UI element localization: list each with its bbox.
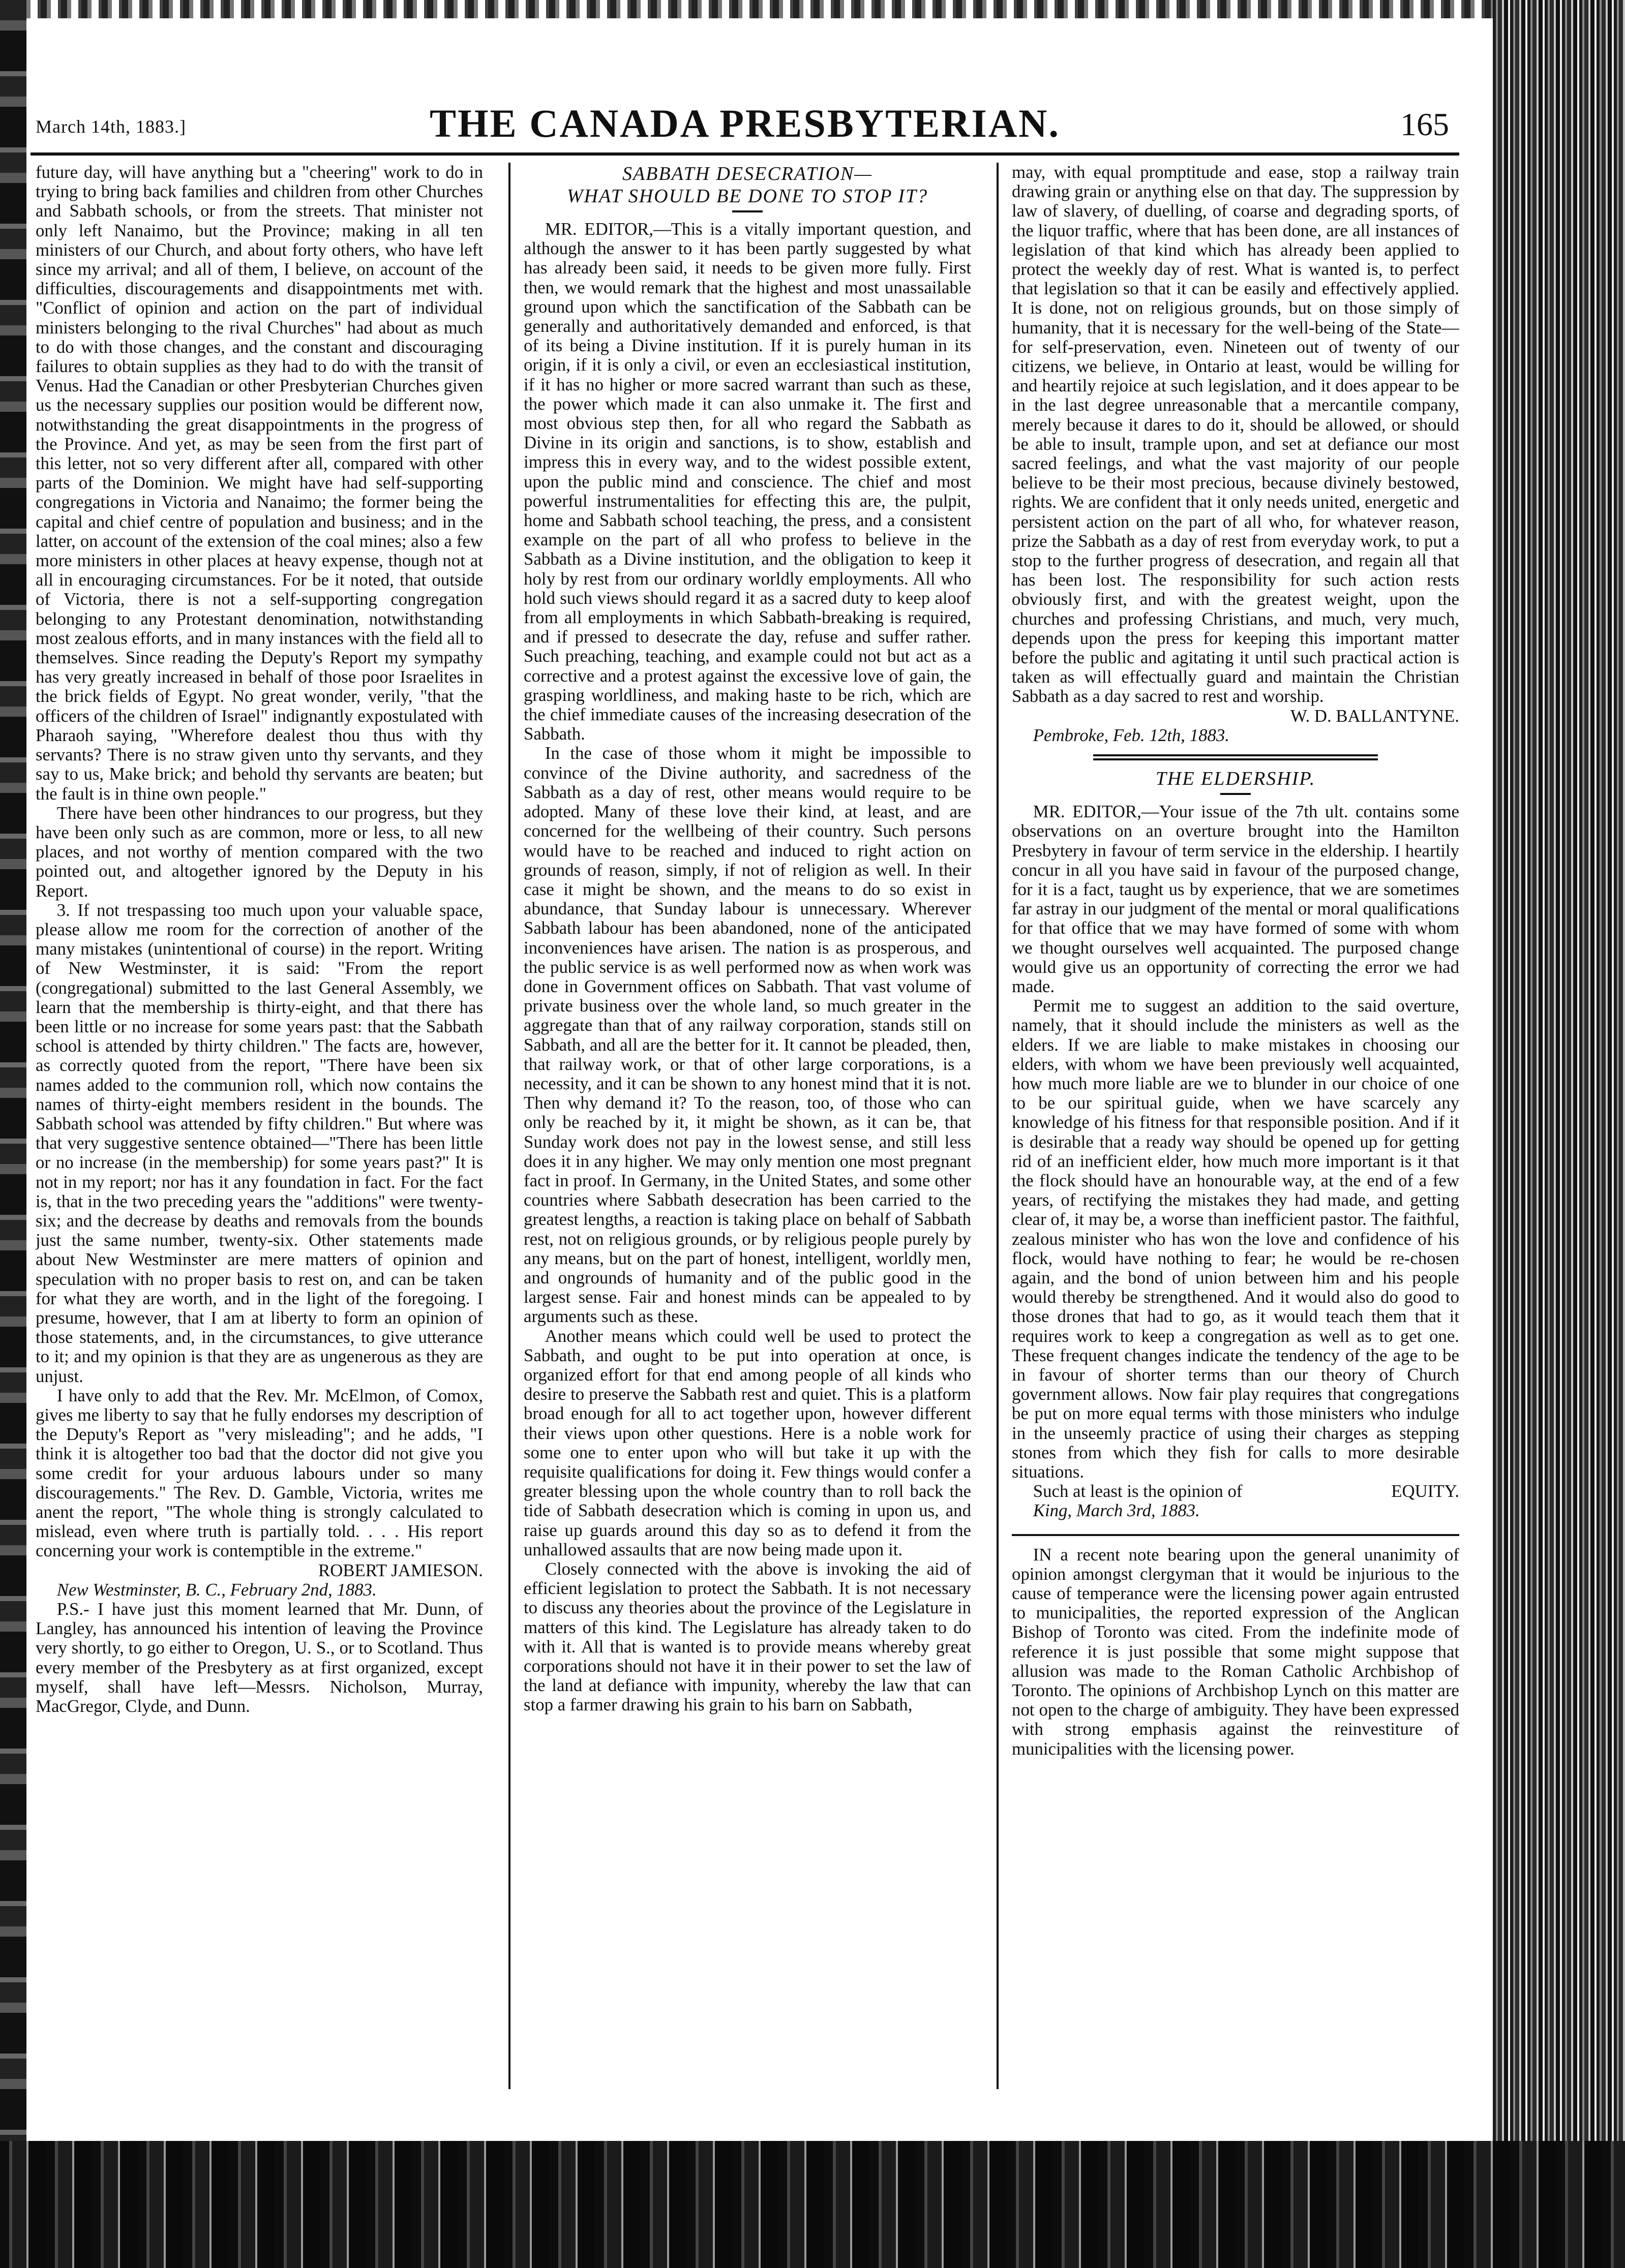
article-paragraph: In the case of those whom it might be impossible to convince of the Divine authority, and sacredness of the Sabbath as a day of rest, other means would require to be adopted. Many of these love their kind, at least, and are concerned for the wellbeing of their country. Such persons would have to be reached and induced to right action on grounds of reason, simply, if not of religion as well. In their case it might be shown, and the means to do so exist in abundance, that Sunday labour is unnecessary. Wherever Sabbath labour has been abandoned, none of the anticipated inconveniences have arisen. The nation is as prosperous, and the public service is as well performed now as when work was done in Government offices on Sabbath. That vast volume of private business over the whole land, so much greater in the aggregate than that of any railway corporation, stands still on Sabbath, and all are the better for it. It cannot be pleaded, then, that railway work, or that of other large corporations, is a necessity, and it can be shown to any honest mind that it is not. Then why demand it? To the reason, too, of those who can only be reached by it, it might be shown, as it can be, that Sunday work does not pay in the lowest sense, and still less does it in any higher. We may only mention one most pregnant fact in proof. In Germany, in the United States, and some other countries where Sabbath desecration has been carried to the greatest lengths, a reaction is taking place on behalf of Sabbath rest, not on religious grounds, or by religious people purely by any means, but on the part of honest, intelligent, worldly men, and ongrounds of humanity and of the public good in the largest sense. Fair and honest minds can be appealed to by arguments such as these. xyxy=(524,743,971,1327)
column-3 xyxy=(1012,163,1459,2125)
newspaper-page xyxy=(31,97,1459,2130)
headline-rule xyxy=(732,210,763,212)
dateline: Pembroke, Feb. 12th, 1883. xyxy=(1033,725,1229,745)
article-headline: THE ELDERSHIP. xyxy=(1155,768,1316,790)
masthead-title: THE CANADA PRESBYTERIAN. xyxy=(429,101,1061,145)
scan-edge-left xyxy=(0,0,26,2268)
headline-rule xyxy=(1220,793,1251,795)
author-signature: ROBERT JAMIESON. xyxy=(318,1560,483,1580)
article-paragraph: Permit me to suggest an addition to the said overture, namely, that it should include the ministers as well as the elders. If we are liable to make mistakes in choosing our elders, with whom we have been previously well acquainted, how much more liable are we to blunder in our choice of one to be our spiritual guide, when we have scarcely any knowledge of his fitness for that responsible position. And if it is desirable that a ready way should be opened up for getting rid of an inefficient elder, how much more important is it that the flock should have an honourable way, at the end of a few years, of rectifying the mistakes they had made, and getting clear of, it may be, a worse than inefficient pastor. The faithful, zealous minister who has won the love and confidence of his flock, would have nothing to fear; he would be re-chosen again, and the bond of union between him and his people would thereby be strengthened. And it would also do good to those drones that had to go, as it would teach them that it requires work to keep a congregation as well as to get one. These frequent changes indicate the tendency of the age to be in favour of shorter terms than our theory of Church government allows. Now fair play requires that congregations be put on more equal terms with those ministers who indulge in the unseemly practice of using their charges as stepping stones from which they fish for calls to more desirable situations. xyxy=(1012,996,1459,1482)
scan-edge-bottom xyxy=(0,2141,1625,2268)
column-rule xyxy=(997,163,999,2089)
article-paragraph: MR. EDITOR,—Your issue of the 7th ult. contains some observations on an overture brought into the Hamilton Presbytery in favour of term service in the eldership. I heartily concur in all you have said in favour of the purposed change, for it is a fact, taught us by experience, that we are sometimes far astray in our judgment of the mental or moral qualifications for that office that we may have formed of some with whom we thought ourselves well acquainted. The purposed change would give us an opportunity of correcting the error we had made. xyxy=(1012,802,1459,996)
article-paragraph: There have been other hindrances to our progress, but they have been only such as are common, more or less, to all new places, and not worthy of mention compared with the two pointed out, and altogether ignored by the Deputy in his Report. xyxy=(36,803,483,901)
article-paragraph: I have only to add that the Rev. Mr. McElmon, of Comox, gives me liberty to say that he fully endorses my description of the Deputy's Report as "very misleading"; and he adds, "I think it is altogether too bad that the doctor did not give you some credit for your arduous labours under so many discouragements." The Rev. D. Gamble, Victoria, writes me anent the report, "The whole thing is strongly calculated to mislead, even where truth is partially told. . . . His report concerning your work is contemptible in the extreme." xyxy=(36,1385,483,1561)
postscript: P.S.- I have just this moment learned that Mr. Dunn, of Langley, has announced his intention of leaving the Province very shortly, to go either to Oregon, U. S., or to Scotland. Thus every member of the Presbytery as at first organized, except myself, shall have left—Messrs. Nicholson, Murray, MacGregor, Clyde, and Dunn. xyxy=(36,1599,483,1717)
article-paragraph: Another means which could well be used to protect the Sabbath, and ought to be put into operation at once, is organized effort for that end among people of all kinds who desire to preserve the Sabbath rest and quiet. This is a platform broad enough for all to act together upon, however different their views upon other questions. Here is a noble work for some one to enter upon who will but take it up with the requisite qualifications for doing it. Few things would confer a greater blessing upon the whole country than to roll back the tide of Sabbath desecration which is coming in upon us, and raise up guards around this day so as to defend it from the unhallowed assaults that are now being made upon it. xyxy=(524,1326,971,1559)
column-rule xyxy=(508,163,510,2089)
article-headline: SABBATH DESECRATION— xyxy=(622,163,873,185)
closing-line xyxy=(1012,1482,1459,1501)
scan-edge-right xyxy=(1493,0,1625,2268)
page-header xyxy=(31,97,1459,156)
article-paragraph: 3. If not trespassing too much upon your valuable space, please allow me room for the correction of another of the many mistakes (unintentional of course) in the report. Writing of New Westminster, it is said: "From the report (congregational) submitted to the last General Assembly, we learn that the membership is thirty-eight, and that there has been little or no increase for some years past: that the Sabbath school is attended by thirty children." The facts are, however, as correctly quoted from the report, "There have been six names added to the communion roll, which now contains the names of thirty-eight members resident in the bounds. The Sabbath school was attended by fifty children." But where was that very suggestive sentence obtained—"There has been little or no increase (in the membership) for some years past?" It is not in my report; nor has it any foundation in fact. For the fact is, that in the two preceding years the "additions" were twenty-six; and the decrease by deaths and removals from the bounds just the same number, twenty-six. Other statements made about New Westminster are mere matters of opinion and speculation with no proper basis to rest on, and can be taken for what they are worth, and in the light of the foregoing. I presume, however, that I am at liberty to form an opinion of those statements, and, in the circumstances, to give utterance to it; and my opinion is that they are as ungenerous as they are unjust. xyxy=(36,900,483,1386)
article-paragraph: may, with equal promptitude and ease, stop a railway train drawing grain or anything else on that day. The suppression by law of slavery, of duelling, of coarse and degrading sports, of the liquor traffic, where that has been done, are all instances of legislation of that kind which has already been applied to protect the weekly day of rest. What is wanted is, to perfect that legislation so that it can be easily and effectively applied. It is done, not on religious grounds, but on those simply of humanity, that it is necessary for the well-being of the State—for self-preservation, even. Nineteen out of twenty of our citizens, we believe, in Ontario at least, would be willing for and heartily rejoice at such legislation, and it does appear to be in the last degree unreasonable that a mercantile company, merely because it dares to do it, should be allowed, or should be able to insult, trample upon, and set at defiance our most sacred feelings, and what the vast majority of our people believe to be their most precious, because divinely bestowed, rights. We are confident that it only needs united, energetic and persistent action on the part of all who, for whatever reason, prize the Sabbath as a day of rest from everyday work, to put a stop to the further progress of desecration, and regain all that has been lost. The responsibility for such action rests obviously first, and with the greatest weight, upon the churches and professing Christians, and much, very much, depends upon the press for keeping this important matter before the public and agitating it until such practical action is taken as will effectually guard and maintain the Christian Sabbath as a day sacred to rest and worship. xyxy=(1012,163,1459,707)
issue-date: March 14th, 1883.] xyxy=(36,116,186,137)
author-signature: EQUITY. xyxy=(1391,1481,1459,1501)
note-paragraph: IN a recent note bearing upon the general unanimity of opinion amongst clergyman that it would be injurious to the cause of temperance were the licensing power again entrusted to municipalities, the reported expression of the Anglican Bishop of Toronto was cited. From the indefinite mode of reference it is just possible that some might suppose that allusion was made to the Roman Catholic Archbishop of Toronto. The opinions of Archbishop Lynch on this matter are not open to the charge of ambiguity. They have been expressed with strong emphasis against the reinvestiture of municipalities with the licensing power. xyxy=(1012,1544,1459,1759)
column-1 xyxy=(36,163,483,2125)
article-paragraph: future day, will have anything but a "cheering" work to do in trying to bring back families and children from other Churches and Sabbath schools, or from the streets. That minister not only left Nanaimo, but the Province; making in all ten ministers of our Church, and about forty others, who have left since my arrival; and all of them, I believe, on account of the difficulties, discouragements and disappointments met with. "Conflict of opinion and action on the part of individual ministers belonging to the rival Churches" had about as much to do with those changes, and the constant and discouraging failures to obtain supplies as they had to do with the transit of Venus. Had the Canadian or other Presbyterian Churches given us the necessary supplies our position would be different now, notwithstanding the great disappointments in the progress of the Province. And yet, as may be seen from the first part of this letter, not so very different after all, compared with other parts of the Dominion. We might have had self-supporting congregations in Victoria and Nanaimo; the former being the capital and chief centre of population and business; and in the latter, on account of the extension of the coal mines; also a few more ministers in other places at heavy expense, though not at all in encouraging circumstances. For be it noted, that outside of Victoria, there is not a self-supporting congregation belonging to any Protestant denomination, notwithstanding most zealous efforts, and in many instances with the field all to themselves. Since reading the Deputy's Report my sympathy has very greatly increased in behalf of those poor Israelites in the brick fields of Egypt. No great wonder, verily, "that the officers of the children of Israel" indignantly expostulated with Pharaoh saying, "Wherefore dealest thou thus with thy servants? There is no straw given unto thy servants, and they say to us, Make brick; and behold thy servants are beaten; but the fault is in thine own people." xyxy=(36,163,483,804)
page-number: 165 xyxy=(1400,106,1449,142)
author-signature: W. D. BALLANTYNE. xyxy=(1290,706,1459,726)
article-paragraph: Closely connected with the above is invoking the aid of efficient legislation to protect the Sabbath. It is not necessary to discuss any theories about the province of the Legislature in matters of this kind. The Legislature has already taken to do with it. All that is wanted is to provide means whereby great corporations should not have it in their power to set the law of the land at defiance with impunity, whereby the law that can stop a farmer drawing his grain to his barn on Sabbath, xyxy=(524,1559,971,1715)
section-rule xyxy=(1093,754,1378,760)
editorial-note xyxy=(1012,1534,1459,1759)
dateline: King, March 3rd, 1883. xyxy=(1033,1500,1200,1521)
dateline: New Westminster, B. C., February 2nd, 1883. xyxy=(56,1579,377,1600)
scan-edge-top xyxy=(0,0,1625,18)
article-headline: WHAT SHOULD BE DONE TO STOP IT? xyxy=(566,186,928,207)
article-paragraph: MR. EDITOR,—This is a vitally important question, and although the answer to it has been partly suggested by what has already been said, it needs to be given more fully. First then, we would remark that the highest and most unassailable ground upon which the sanctification of the Sabbath can be generally and authoritatively demanded and enforced, is that of its being a Divine institution. If it is purely human in its origin, if it is only a civil, or even an ecclesiastical institution, if it has no higher or more sacred warrant than such as these, the power which made it can also unmake it. The first and most obvious step then, for all who regard the Sabbath as Divine in its origin and sanctions, is to show, establish and impress this in every way, and to the widest possible extent, upon the public mind and conscience. The chief and most powerful instrumentalities for effecting this are, the pulpit, home and Sabbath school teaching, the press, and a consistent example on the part of all who profess to believe in the Sabbath as a Divine institution, and the obligation to keep it holy by rest from our ordinary worldly employments. All who hold such views should regard it as a sacred duty to keep aloof from all employments in which Sabbath-breaking is required, and if pressed to desecrate the day, refuse and suffer rather. Such preaching, teaching, and example could not but act as a corrective and a protest against the excessive love of gain, the grasping worldliness, and making haste to be rich, which are the chief immediate causes of the increasing desecration of the Sabbath. xyxy=(524,219,971,744)
column-2 xyxy=(524,163,971,2125)
closing-text: Such at least is the opinion of xyxy=(1033,1481,1243,1501)
